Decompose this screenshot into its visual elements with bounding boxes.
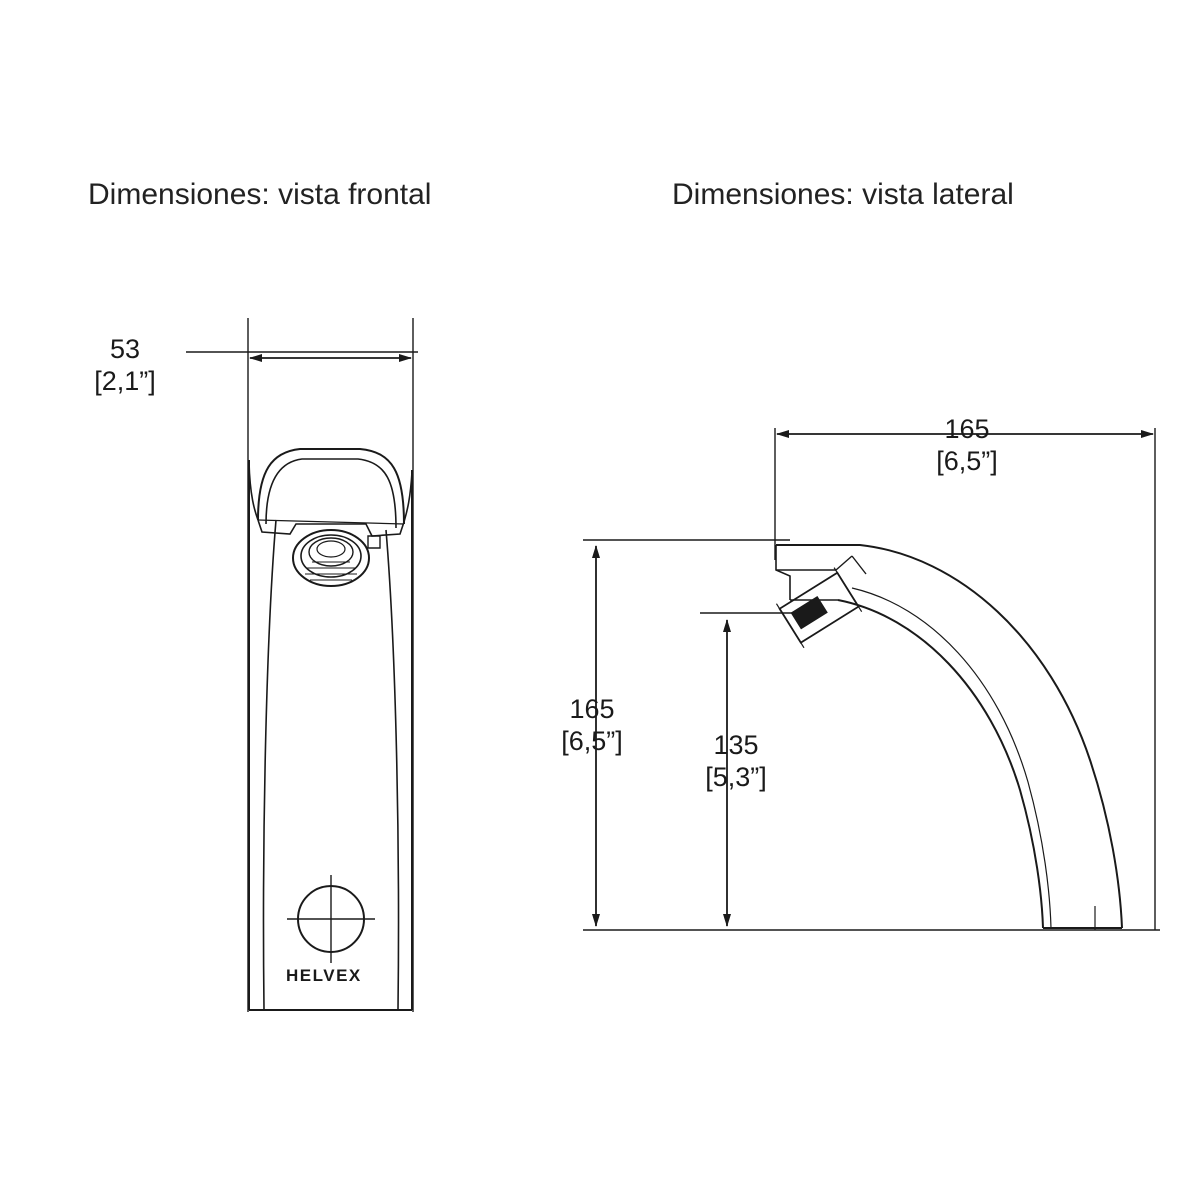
dimension-value-inch: [6,5”] <box>936 445 998 476</box>
side-view-geometry <box>583 428 1160 930</box>
brand-logo-text: HELVEX <box>286 966 362 985</box>
front-view-geometry <box>186 318 418 1012</box>
side-view-title: Dimensiones: vista lateral <box>672 178 1014 211</box>
dimension-value-mm: 165 <box>944 414 990 444</box>
dimension-value-mm: 135 <box>713 730 759 760</box>
dimension-value-mm: 165 <box>569 694 615 724</box>
dimension-value-inch: [2,1”] <box>94 365 156 396</box>
dimension-value-inch: [5,3”] <box>705 761 767 792</box>
front-view-title: Dimensiones: vista frontal <box>88 178 432 211</box>
dimension-value-mm: 53 <box>109 334 141 364</box>
dimension-value-inch: [6,5”] <box>561 725 623 756</box>
